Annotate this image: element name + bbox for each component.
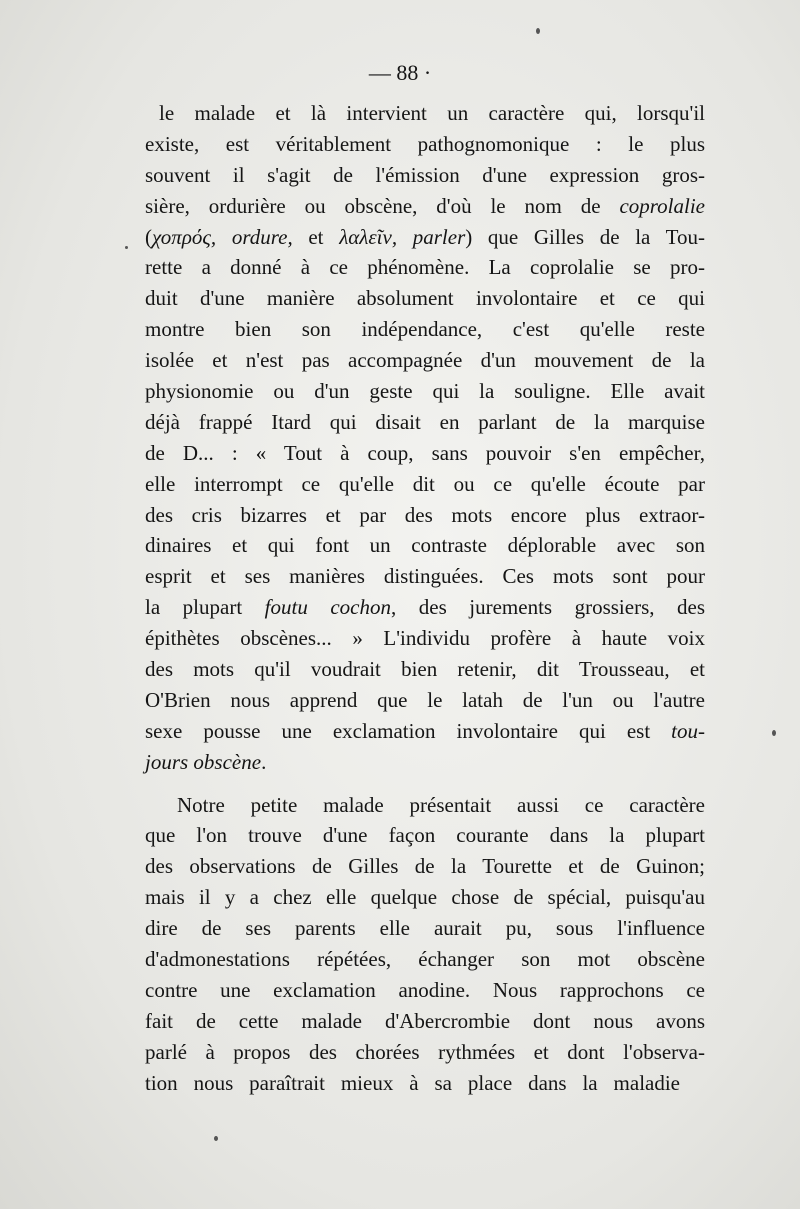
ink-speck	[214, 1136, 218, 1141]
text-line	[145, 820, 705, 851]
text-line	[145, 129, 705, 160]
text-line	[145, 747, 705, 778]
ink-speck	[772, 730, 776, 736]
text-line	[145, 1068, 680, 1099]
text-run: rette a donné à ce phénomène. La coprolalie se pro-	[145, 255, 705, 280]
text-run: et	[292, 224, 340, 249]
ink-speck	[125, 246, 128, 249]
text-run: contre une exclamation anodine. Nous rapprochons ce	[145, 977, 705, 1002]
text-run: sière, ordurière ou obscène, d'où le nom de	[145, 193, 620, 218]
italic-text: λαλεῖν, parler	[339, 224, 466, 249]
text-line	[145, 944, 705, 975]
text-run: d'admonestations répétées, échanger son mot obscène	[145, 947, 705, 972]
text-run: des cris bizarres et par des mots encore plus extraor-	[145, 502, 705, 527]
text-line	[145, 252, 705, 283]
text-run: sexe pousse une exclamation involontaire qui est	[145, 718, 672, 743]
text-run: isolée et n'est pas accompagnée d'un mouvement de la	[145, 348, 705, 373]
text-run: dire de ses parents elle aurait pu, sous l'influence	[145, 916, 705, 941]
text-line	[145, 685, 705, 716]
text-line	[145, 561, 705, 592]
text-run: , des jurements grossiers, des	[391, 595, 706, 620]
italic-text: foutu cochon	[264, 595, 391, 620]
text-run: parlé à propos des chorées rythmées et dont l'observa-	[145, 1039, 705, 1064]
italic-text: tou-	[671, 718, 705, 743]
text-run: le malade et là intervient un caractère qui, lorsqu'il	[159, 101, 705, 125]
text-run: mais il y a chez elle quelque chose de spécial, puisqu'au	[145, 885, 705, 910]
text-run: tion nous paraîtrait mieux à sa place dans la maladie	[145, 1070, 680, 1095]
text-run: physionomie ou d'un geste qui la souligne. Elle avait	[145, 379, 705, 404]
text-line	[145, 407, 705, 438]
paragraph-gap	[145, 778, 705, 790]
text-run: des observations de Gilles de la Tourette et de Guinon;	[145, 854, 705, 879]
text-line	[145, 1037, 705, 1068]
text-run: des mots qu'il voudrait bien retenir, dit Trousseau, et	[145, 657, 705, 682]
text-run: .	[261, 749, 267, 774]
text-line	[145, 376, 705, 407]
body-text	[145, 98, 705, 1099]
text-line	[145, 716, 705, 747]
text-run: montre bien son indépendance, c'est qu'elle reste	[145, 317, 705, 342]
text-line	[145, 592, 705, 623]
text-run: O'Brien nous apprend que le latah de l'un ou l'autre	[145, 687, 705, 712]
text-run: épithètes obscènes... » L'individu profère à haute voix	[145, 626, 705, 651]
text-line	[145, 191, 705, 222]
text-line	[145, 438, 705, 469]
text-run: existe, est véritablement pathognomonique : le plus	[145, 131, 705, 156]
text-line	[145, 530, 705, 561]
text-line	[145, 913, 705, 944]
text-run: de D... : « Tout à coup, sans pouvoir s'en empêcher,	[145, 440, 705, 465]
text-run: souvent il s'agit de l'émission d'une expression gros-	[145, 162, 705, 187]
text-run: elle interrompt ce qu'elle dit ou ce qu'elle écoute par	[145, 471, 705, 496]
text-run: que l'on trouve d'une façon courante dans la plupart	[145, 823, 705, 848]
text-line	[145, 975, 705, 1006]
text-run: esprit et ses manières distinguées. Ces mots sont pour	[145, 564, 705, 589]
text-run: dinaires et qui font un contraste déplorable avec son	[145, 533, 705, 558]
text-line	[145, 345, 705, 376]
text-line	[145, 222, 705, 253]
text-run: duit d'une manière absolument involontaire et ce qui	[145, 286, 705, 311]
ink-speck	[536, 28, 540, 34]
italic-text: χοπρός, ordure,	[152, 224, 293, 249]
text-line	[145, 500, 705, 531]
text-line	[145, 623, 705, 654]
text-run: Notre petite malade présentait aussi ce caractère	[177, 792, 705, 817]
text-line	[159, 98, 705, 129]
text-line	[145, 882, 705, 913]
text-line	[145, 469, 705, 500]
text-line	[145, 851, 705, 882]
text-line	[145, 1006, 705, 1037]
italic-text: jours obscène	[145, 749, 262, 774]
text-line	[177, 790, 705, 821]
text-line	[145, 283, 705, 314]
page-number: — 88 ·	[368, 60, 432, 85]
text-line	[145, 160, 705, 191]
text-run: fait de cette malade d'Abercrombie dont nous avons	[145, 1008, 705, 1033]
italic-text: coprolalie	[619, 193, 705, 218]
text-run: déjà frappé Itard qui disait en parlant de la marquise	[145, 409, 705, 434]
text-line	[145, 314, 705, 345]
text-run: (	[145, 224, 152, 249]
text-run: la plupart	[145, 595, 265, 620]
text-run: ) que Gilles de la Tou-	[465, 224, 705, 249]
text-line	[145, 654, 705, 685]
